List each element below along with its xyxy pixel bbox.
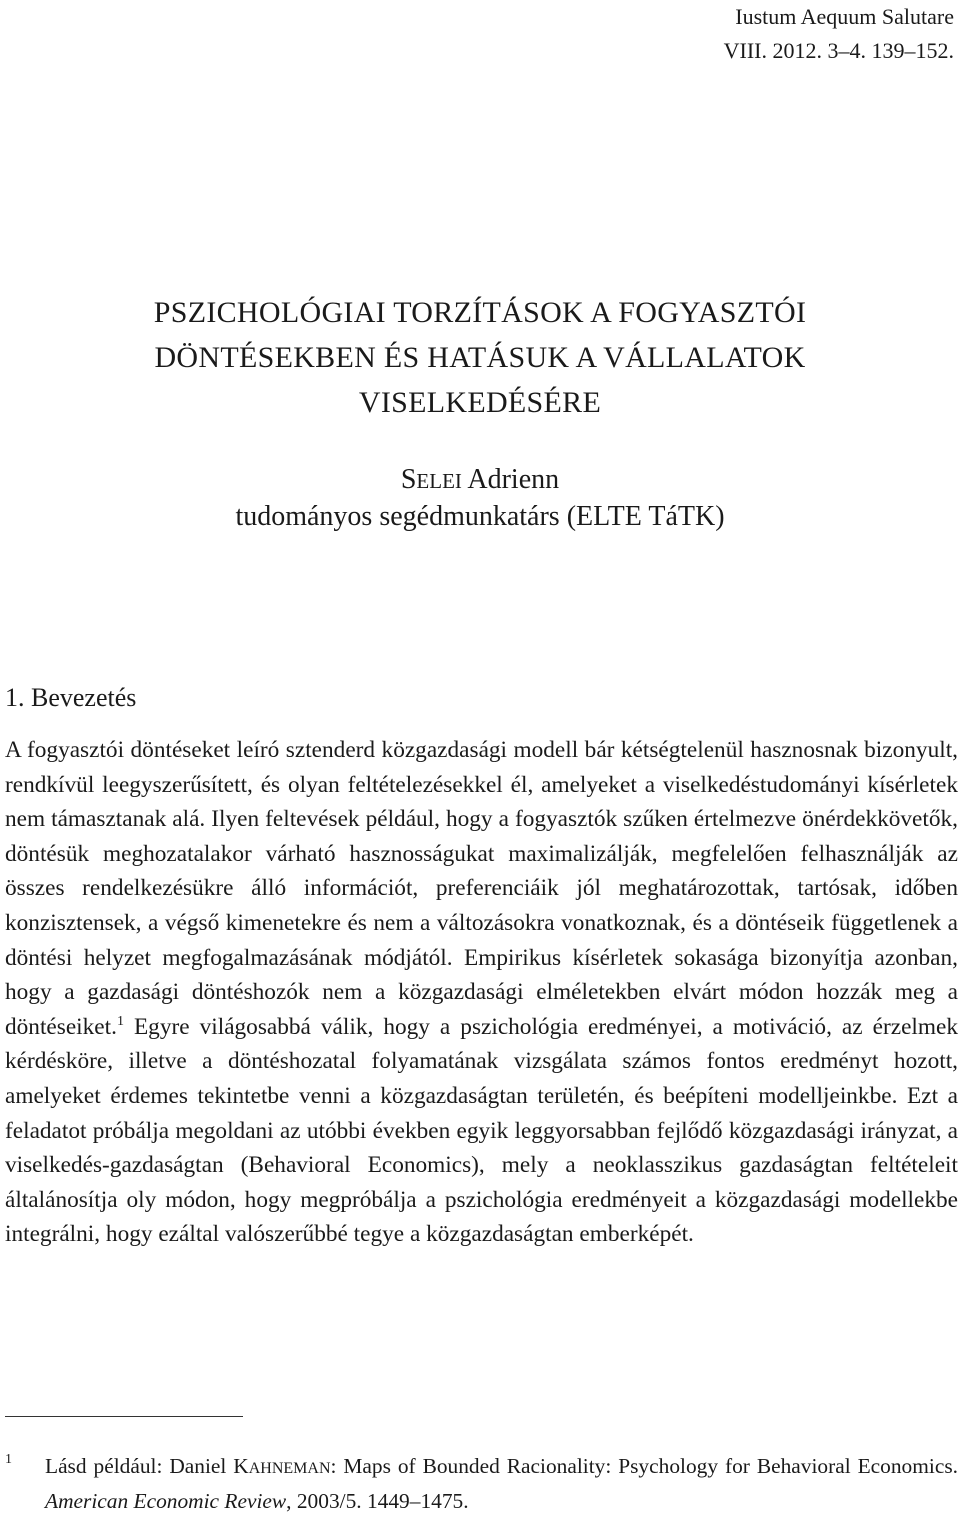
title-line-1: PSZICHOLÓGIAI TORZÍTÁSOK A FOGYASZTÓI <box>153 296 807 329</box>
author-affiliation: tudományos segédmunkatárs (ELTE TáTK) <box>235 501 725 532</box>
paragraph-text-part-1: A fogyasztói döntéseket leíró sztenderd közgazdasági modell bár kétségtelenül hasznosnak bizonyult, rendkívül leegyszerűsített, és olyan feltételezésekkel él, amelyeket a viselkedéstudományi kísérletek nem támasztanak alá. Ilyen feltevések például, hogy a fogyasztók szűken értelmezve önérdekkövetők, döntésük meghozatalakor várható hasznosságukat maximalizálják, megfelelően felhasználják az összes rendelkezésükre álló információt, preferenciáik jól meghatározottak, tartósak, időben konzisztensek, a végső kimenetekre és nem a változásokra vonatkoznak, és a döntéseik függetlenek a döntési helyzet megfogalmazásának módjától. Empirikus kísérletek sokasága bizonyítja azonban, hogy a gazdasági döntéshozók nem a közgazdasági elméletekben elvárt módon hozzák meg a döntéseiket. <box>5 737 958 1040</box>
footnote-name-initial: K <box>233 1454 249 1478</box>
footnote-name-rest: AHNEMAN <box>248 1460 331 1477</box>
author-surname-initial: S <box>400 464 417 495</box>
title-line-2: DÖNTÉSEKBEN ÉS HATÁSUK A VÁLLALATOK <box>154 341 806 374</box>
journal-issue: VIII. 2012. 3–4. 139–152. <box>723 38 954 63</box>
author-name <box>0 462 960 499</box>
paragraph-text-part-2: Egyre világosabbá válik, hogy a pszichológia eredményei, a motiváció, az érzelmek kérdésköre, illetve a döntéshozatal folyamatának vizsgálata számos fontos eredményt hozott, amelyeket érdemes tekintetbe venni a közgazdaságtan területén, és beépíteni modelljeinkbe. Ezt a feladatot próbálja megoldani az utóbbi években egyik leggyorsabban fejlődő közgazdasági irányzat, a viselkedés-gazdaságtan (Behavioral Economics), mely a neoklasszikus gazdaságtan feltételeit általánosítja oly módon, hogy megpróbálja a pszichológia eredményeit a közgazdasági modellekbe integrálni, hogy ezáltal valószerűbbé tegye a közgazdaságtan emberképét. <box>5 1013 958 1248</box>
footnote-title: : Maps of Bounded Racionality: Psychology for Behavioral Economics. <box>330 1454 958 1478</box>
article-title <box>0 290 960 425</box>
footnote-citation: , 2003/5. 1449–1475. <box>286 1489 469 1513</box>
footnote-reference[interactable]: 1 <box>116 1013 124 1029</box>
footnote-mark: 1 <box>5 1452 12 1467</box>
running-head <box>724 0 954 68</box>
paragraph <box>5 733 958 1252</box>
footnote-journal: American Economic Review <box>45 1489 287 1513</box>
author-surname-rest: ELEI <box>416 469 462 493</box>
body-text <box>5 733 958 1252</box>
title-line-3: VISELKEDÉSÉRE <box>358 386 602 419</box>
footnote <box>5 1450 958 1518</box>
footnote-text <box>5 1450 958 1518</box>
journal-name: Iustum Aequum Salutare <box>735 4 954 29</box>
footnote-divider <box>5 1416 243 1417</box>
author-block <box>0 462 960 535</box>
author-given-name: Adrienn <box>467 464 560 495</box>
footnote-prefix: Lásd például: Daniel <box>45 1454 234 1478</box>
section-heading: 1. Bevezetés <box>5 683 137 712</box>
